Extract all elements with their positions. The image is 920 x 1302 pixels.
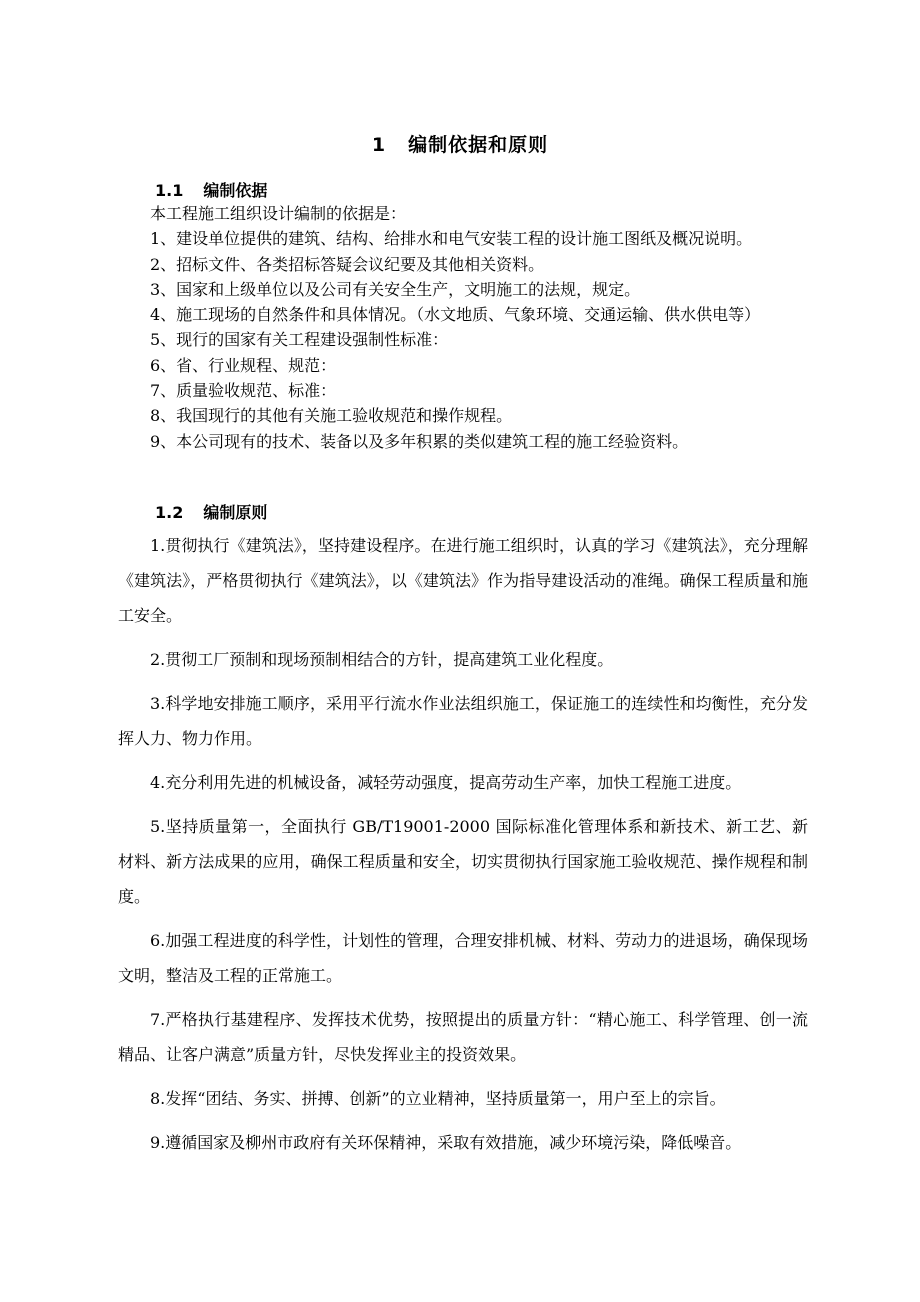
basis-list [118,201,808,454]
section-number: 1.1 [155,181,184,200]
basis-item: 8、我国现行的其他有关施工验收规范和操作规程。 [150,406,513,426]
principle-item: 7.严格执行基建程序、发挥技术优势，按照提出的质量方针：“精心施工、科学管理、创一流精品、让客户满意”质量方针，尽快发挥业主的投资效果。 [118,1010,808,1064]
section-title: 编制原则 [203,503,268,522]
page-title [0,130,920,157]
section-title: 编制依据 [203,181,268,200]
title-text: 编制依据和原则 [408,134,549,156]
section-heading-1-2 [155,500,267,523]
principle-item: 3.科学地安排施工顺序，采用平行流水作业法组织施工，保证施工的连续性和均衡性，充分发挥人力、物力作用。 [118,694,808,748]
principles-list [118,528,808,1169]
principle-item: 8.发挥“团结、务实、拼搏、创新”的立业精神，坚持质量第一，用户至上的宗旨。 [150,1089,726,1108]
basis-item: 1、建设单位提供的建筑、结构、给排水和电气安装工程的设计施工图纸及概况说明。 [150,229,753,249]
basis-item: 6、省、行业规程、规范： [150,355,337,375]
principle-item: 4.充分利用先进的机械设备，减轻劳动强度，提高劳动生产率，加快工程施工进度。 [150,773,742,792]
section-number: 1.2 [155,503,184,522]
principle-item: 1.贯彻执行《建筑法》，坚持建设程序。在进行施工组织时，认真的学习《建筑法》，充分理解《建筑法》，严格贯彻执行《建筑法》，以《建筑法》作为指导建设活动的准绳。确保工程质量和施工安全。 [118,536,808,625]
title-number: 1 [371,134,387,156]
principle-item: 2.贯彻工厂预制和现场预制相结合的方针，提高建筑工业化程度。 [150,650,614,669]
basis-item: 9、本公司现有的技术、装备以及多年积累的类似建筑工程的施工经验资料。 [150,431,689,451]
basis-item: 5、现行的国家有关工程建设强制性标准： [150,330,449,350]
section-heading-1-1 [155,178,267,201]
principle-item: 9.遵循国家及柳州市政府有关环保精神，采取有效措施，减少环境污染，降低噪音。 [150,1133,742,1152]
basis-item: 3、国家和上级单位以及公司有关安全生产，文明施工的法规，规定。 [150,279,641,299]
principle-item: 5.坚持质量第一，全面执行 GB/T19001-2000 国际标准化管理体系和新技术、新工艺、新材料、新方法成果的应用，确保工程质量和安全，切实贯彻执行国家施工验收规范、操作规程和制度。 [118,817,808,906]
principle-item: 6.加强工程进度的科学性，计划性的管理，合理安排机械、材料、劳动力的进退场，确保现场文明，整洁及工程的正常施工。 [118,931,808,985]
basis-intro: 本工程施工组织设计编制的依据是： [150,204,407,223]
basis-item: 2、招标文件、各类招标答疑会议纪要及其他相关资料。 [150,254,545,274]
basis-item: 4、施工现场的自然条件和具体情况。（水文地质、气象环境、交通运输、供水供电等） [150,305,761,325]
basis-item: 7、质量验收规范、标准： [150,381,337,401]
